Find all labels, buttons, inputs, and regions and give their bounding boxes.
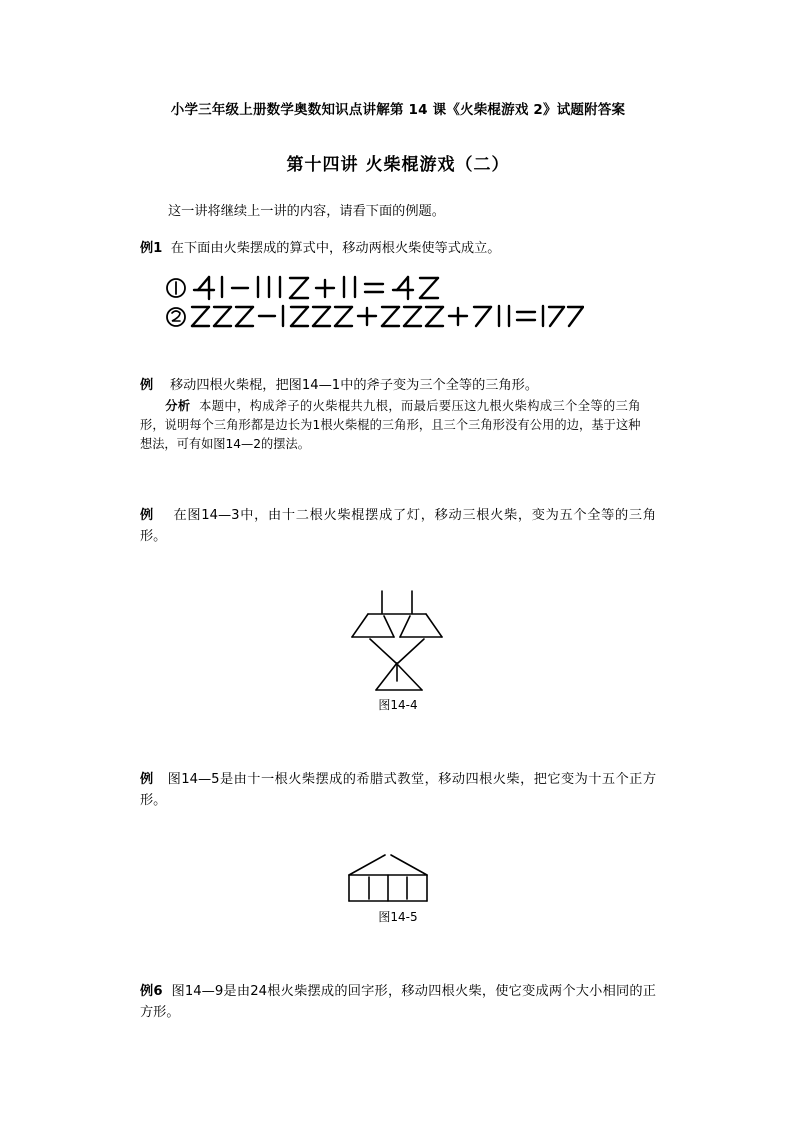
example-4-paragraph [140, 769, 656, 811]
matchstick-equations-figure [164, 273, 656, 331]
example-6-paragraph [140, 981, 656, 1023]
example-3-label: 例 [140, 508, 154, 523]
example-3-text: 在图14—3中，由十二根火柴棍摆成了灯，移动三根火柴，变为五个全等的三角形。 [140, 508, 656, 544]
greek-temple-figure [140, 853, 656, 925]
example-2-text: 移动四根火柴棍，把图14—1中的斧子变为三个全等的三角形。 [169, 378, 539, 393]
example-4-label: 例 [140, 772, 154, 787]
intro-paragraph: 这一讲将继续上一讲的内容，请看下面的例题。 [168, 204, 445, 219]
example-6-text: 图14—9是由24根火柴摆成的回字形，移动四根火柴，使它变成两个大小相同的正方形。 [140, 984, 656, 1020]
figure-14-5-caption: 图14-5 [378, 910, 418, 924]
lamp-triangles-svg [338, 589, 458, 695]
lamp-triangles-figure [140, 589, 656, 713]
example-1-label: 例1 [140, 241, 163, 256]
analysis-text: 本题中，构成斧子的火柴棍共九根，而最后要压这九根火柴构成三个全等的三角形，说明每个三角形都是边长为1根火柴棍的三角形，且三个三角形没有公用的边，基于这种想法，可有如图14—2的摆法。 [140, 398, 641, 451]
figure-14-4-caption: 图14-4 [378, 698, 418, 712]
example-6-label: 例6 [140, 984, 163, 999]
example-4-text: 图14—5是由十一根火柴摆成的希腊式教堂，移动四根火柴，把它变为十五个正方形。 [140, 772, 657, 808]
example-1-text: 在下面由火柴摆成的算式中，移动两根火柴使等式成立。 [170, 241, 501, 256]
analysis-paragraph [140, 396, 641, 453]
example-2-paragraph [140, 375, 656, 396]
analysis-label: 分析 [165, 398, 191, 413]
page-content [140, 0, 656, 1023]
page-title: 小学三年级上册数学奥数知识点讲解第 14 课《火柴棍游戏 2》试题附答案 [170, 102, 626, 118]
example-1-paragraph [140, 238, 656, 259]
lecture-title: 第十四讲 火柴棍游戏（二） [286, 155, 510, 175]
matchstick-equation-svg [164, 273, 584, 331]
example-2-label: 例 [140, 378, 154, 393]
greek-temple-svg [339, 853, 457, 907]
example-3-paragraph [140, 505, 656, 547]
